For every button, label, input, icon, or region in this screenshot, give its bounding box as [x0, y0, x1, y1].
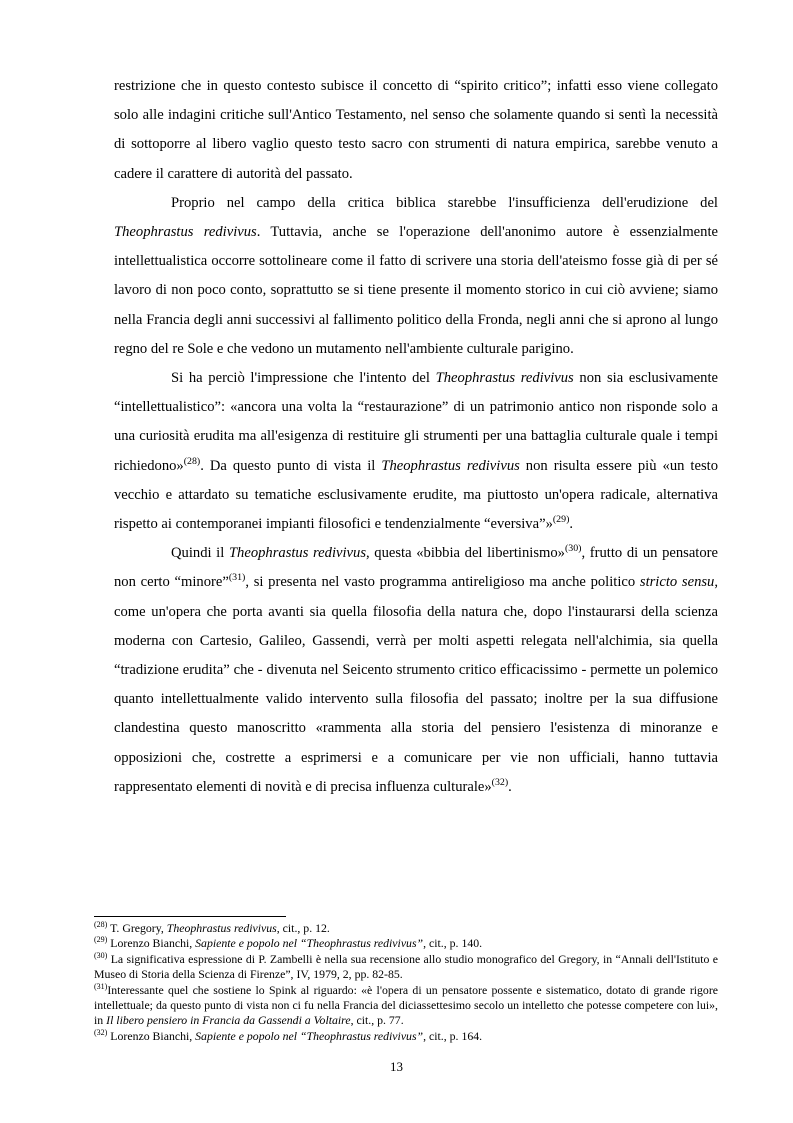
- footnote-ref-32: (32): [491, 777, 509, 789]
- page-number: 13: [390, 1059, 403, 1074]
- footnotes: [94, 921, 718, 1044]
- footnote-30: $^{(30)}$ La significativa espressione di P. Zambelli è nella sua recensione allo studio monografico del Gregory, in “Annali dell'Istituto e Museo di Storia della Scienza di Firenze”, IV, 1979, 2, pp. 82-85.: [94, 950, 718, 982]
- footnote-ref-29: (29): [552, 514, 570, 526]
- paragraph-3: Si ha perciò l'impressione che l'intento del Theophrastus redivivus non sia esclusivamente “intellettualistico”: «ancora una volta la “restaurazione” di un patrimonio antico non risponde solo a una curiosità erudita ma all'esigenza di restituire gli strumenti per una battaglia culturale quale i tempi richiedono»$^{(28)}$. Da questo punto di vista il Theophrastus redivivus non risulta essere più «un testo vecchio e attardato su tematiche esclusivamente erudite, ma piuttosto un'opera radicale, alternativa rispetto ai contemporanei impianti filosofici e tendenzialmente “eversiva”»$^{(29)}$.: [114, 370, 718, 533]
- paragraph-2: Proprio nel campo della critica biblica starebbe l'insufficienza dell'erudizione del Theophrastus redivivus. Tuttavia, anche se l'operazione dell'anonimo autore è essenzialmente intellettualistica occorre sottolineare come il fatto di scrivere una storia dell'ateismo fosse già di per sé lavoro di non poco conto, soprattutto se si tiene presente il momento storico in cui ciò avviene; siamo nella Francia degli anni successivi al fallimento politico della Fronda, negli anni che si aprono al lungo regno del re Sole e che vedono un mutamento nell'ambiente culturale parigino.: [114, 194, 718, 357]
- footnote-32: $^{(32)}$ Lorenzo Bianchi, Sapiente e popolo nel “Theophrastus redivivus”, cit., p. 164.: [94, 1027, 483, 1043]
- footnote-ref-30: (30): [564, 543, 582, 555]
- footnote-ref-28: (28): [183, 455, 201, 467]
- footnote-29: $^{(29)}$ Lorenzo Bianchi, Sapiente e popolo nel “Theophrastus redivivus”, cit., p. 140.: [94, 935, 483, 951]
- paragraph-1: restrizione che in questo contesto subisce il concetto di “spirito critico”; infatti esso viene collegato solo alle indagini critiche sull'Antico Testamento, nel senso che solamente quando si sentì la necessità di sottoporre al libero vaglio questo testo sacro con strumenti di natura empirica, sarebbe venuto a cadere il carattere di autorità del passato.: [114, 78, 718, 182]
- footnote-divider: [94, 916, 286, 917]
- main-text: [114, 72, 718, 802]
- footnote-28: $^{(28)}$ T. Gregory, Theophrastus redivivus, cit., p. 12.: [94, 920, 330, 935]
- paragraph-4: Quindi il Theophrastus redivivus, questa «bibbia del libertinismo»$^{(30)}$, frutto di un pensatore non certo “minore”$^{(31)}$, si presenta nel vasto programma antireligioso ma anche politico stricto sensu, come un'opera che porta avanti sia quella filosofia della natura che, dopo l'instaurarsi della scienza moderna con Cartesio, Galileo, Gassendi, verrà per molti aspetti relegata nell'alchimia, sia quella “tradizione erudita” che - divenuta nel Seicento strumento critico efficacissimo - permette un polemico quanto intellettualmente valido intervento sulla filosofia del passato; inoltre per la sua diffusione clandestina questo manoscritto «rammenta alla storia del pensiero l'esistenza di minoranze e opposizioni che, costrette a esprimersi e a comunicare per vie non ufficiali, hanno tuttavia rappresentato elementi di novità e di precisa influenza culturale»$^{(32)}$.: [114, 543, 718, 795]
- footnote-31: $^{(31)}$Interessante quel che sostiene lo Spink al riguardo: «è l'opera di un pensatore possente e sistematico, dotato di grande rigore intellettuale; da questo punto di vista non ci fu nella Francia del diciassettesimo secolo un intelletto che potesse competere con lui», in Il libero pensiero in Francia da Gassendi a Voltaire, cit., p. 77.: [94, 981, 718, 1028]
- footnote-ref-31: (31): [228, 572, 246, 584]
